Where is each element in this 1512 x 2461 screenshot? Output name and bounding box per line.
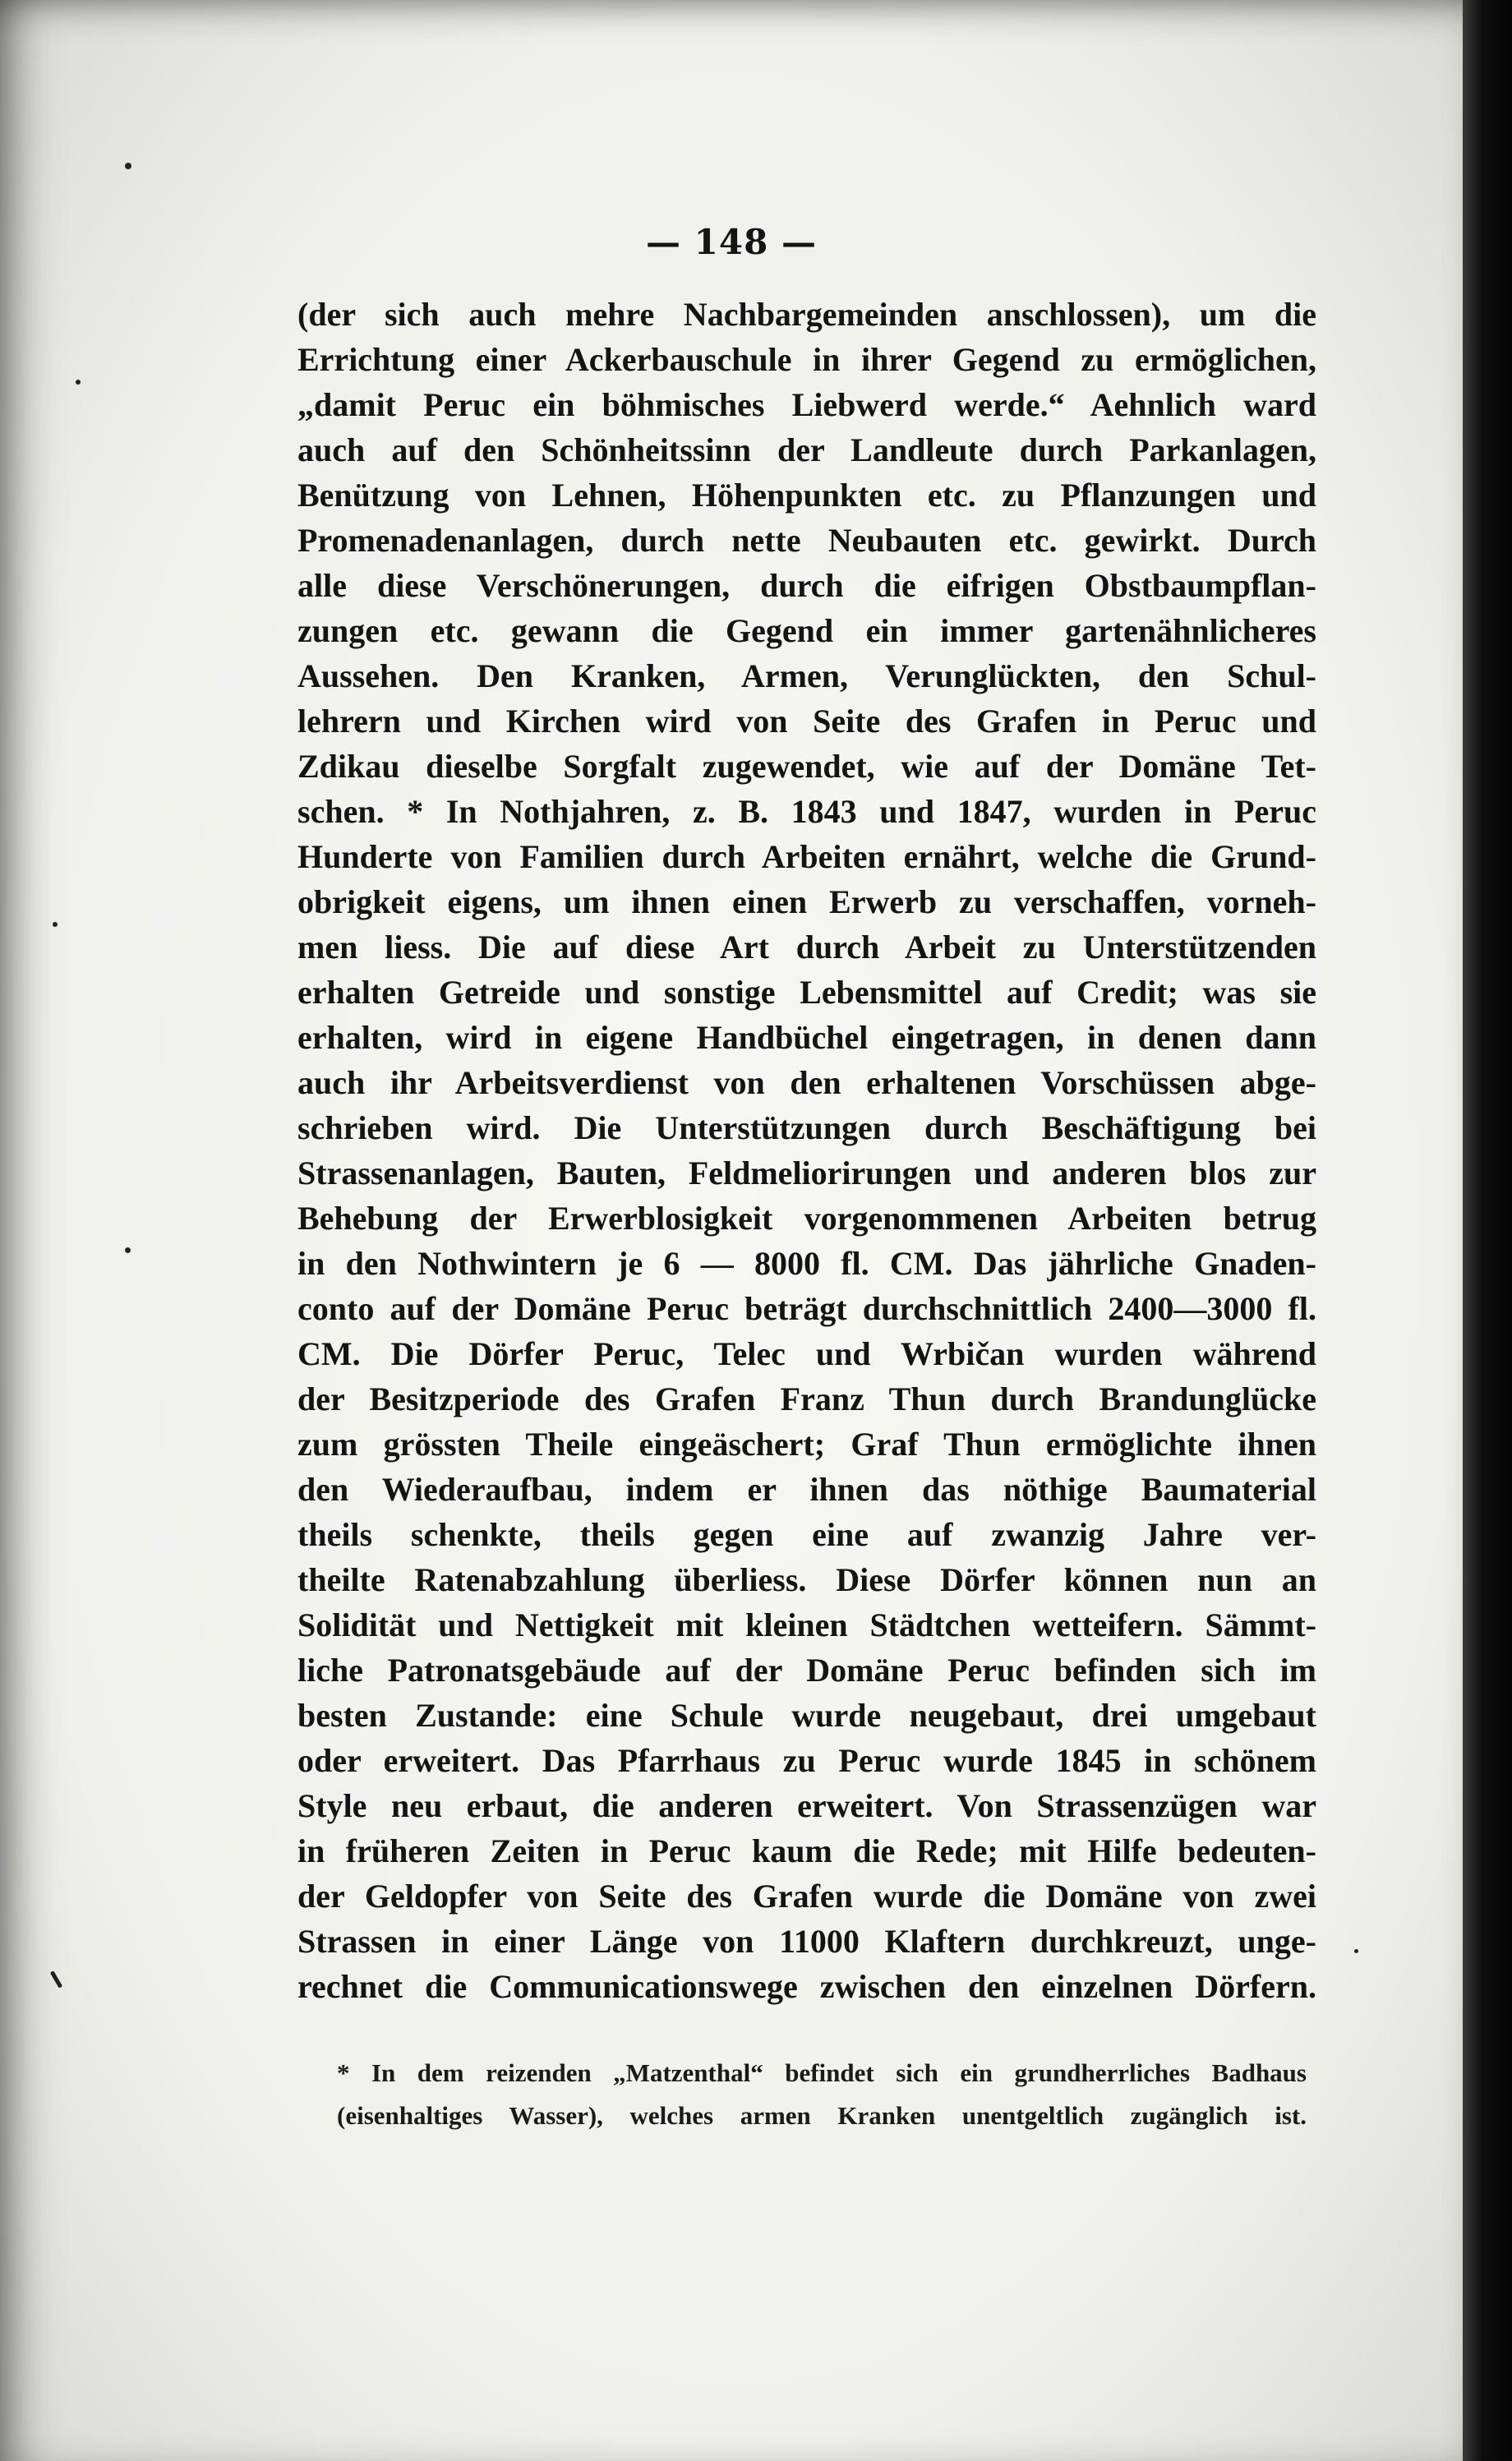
- text-line: (der sich auch mehre Nachbargemeinden anschlossen), um die: [297, 296, 1316, 333]
- text-line: Behebung der Erwerblosigkeit vorgenommenen Arbeiten betrug: [297, 1200, 1316, 1237]
- ink-speck: [50, 1970, 62, 1989]
- ink-speck: [125, 1247, 131, 1253]
- text-line: lehrern und Kirchen wird von Seite des Grafen in Peruc und: [297, 703, 1316, 740]
- text-line: liche Patronatsgebäude auf der Domäne Peruc befinden sich im: [297, 1652, 1316, 1689]
- text-line: Benützung von Lehnen, Höhenpunkten etc. zu Pflanzungen und: [297, 477, 1316, 514]
- text-line: Zdikau dieselbe Sorgfalt zugewendet, wie auf der Domäne Tet-: [297, 748, 1316, 785]
- text-line: schrieben wird. Die Unterstützungen durch Beschäftigung bei: [297, 1109, 1316, 1146]
- body-text: [297, 292, 1316, 2009]
- footnote: [337, 2052, 1307, 2137]
- page-number: — 148 —: [646, 222, 817, 262]
- text-line: zungen etc. gewann die Gegend ein immer gartenähnlicheres: [297, 612, 1316, 649]
- text-line: erhalten, wird in eigene Handbüchel eingetragen, in denen dann: [297, 1019, 1316, 1056]
- ink-speck: [1354, 1949, 1358, 1953]
- text-line: der Besitzperiode des Grafen Franz Thun durch Brandunglücke: [297, 1380, 1316, 1417]
- text-line: theilte Ratenabzahlung überliess. Diese Dörfer können nun an: [297, 1561, 1316, 1598]
- text-line: auch ihr Arbeitsverdienst von den erhaltenen Vorschüssen abge-: [297, 1064, 1316, 1101]
- footnote-line: * In dem reizenden „Matzenthal“ befindet sich ein grundherrliches Badhaus: [337, 2058, 1307, 2087]
- text-line: Strassenanlagen, Bauten, Feldmeliorirungen und anderen blos zur: [297, 1154, 1316, 1191]
- text-line: Strassen in einer Länge von 11000 Klaftern durchkreuzt, unge-: [297, 1923, 1316, 1960]
- ink-speck: [53, 922, 58, 927]
- text-line: besten Zustande: eine Schule wurde neugebaut, drei umgebaut: [297, 1697, 1316, 1734]
- text-line: theils schenkte, theils gegen eine auf zwanzig Jahre ver-: [297, 1516, 1316, 1553]
- text-line: Hunderte von Familien durch Arbeiten ernährt, welche die Grund-: [297, 838, 1316, 875]
- text-line: men liess. Die auf diese Art durch Arbeit zu Unterstützenden: [297, 929, 1316, 966]
- text-line: der Geldopfer von Seite des Grafen wurde die Domäne von zwei: [297, 1878, 1316, 1915]
- text-line: CM. Die Dörfer Peruc, Telec und Wrbičan wurden während: [297, 1335, 1316, 1372]
- text-line: conto auf der Domäne Peruc beträgt durchschnittlich 2400—3000 fl.: [297, 1290, 1316, 1327]
- text-line: zum grössten Theile eingeäschert; Graf Thun ermöglichte ihnen: [297, 1426, 1316, 1463]
- text-line: Aussehen. Den Kranken, Armen, Verunglückten, den Schul-: [297, 657, 1316, 694]
- text-line: obrigkeit eigens, um ihnen einen Erwerb zu verschaffen, vorneh-: [297, 883, 1316, 920]
- scan-edge: [1463, 0, 1512, 2461]
- text-line: den Wiederaufbau, indem er ihnen das nöthige Baumaterial: [297, 1471, 1316, 1508]
- text-line: Solidität und Nettigkeit mit kleinen Städtchen wetteifern. Sämmt-: [297, 1606, 1316, 1643]
- ink-speck: [125, 163, 131, 169]
- text-line: in den Nothwintern je 6 — 8000 fl. CM. Das jährliche Gnaden-: [297, 1245, 1316, 1282]
- text-line: oder erweitert. Das Pfarrhaus zu Peruc wurde 1845 in schönem: [297, 1742, 1316, 1779]
- text-line: auch auf den Schönheitssinn der Landleute durch Parkanlagen,: [297, 431, 1316, 468]
- text-line: alle diese Verschönerungen, durch die eifrigen Obstbaumpflan-: [297, 567, 1316, 604]
- ink-speck: [76, 380, 81, 385]
- text-line: in früheren Zeiten in Peruc kaum die Rede; mit Hilfe bedeuten-: [297, 1832, 1316, 1869]
- text-line: Style neu erbaut, die anderen erweitert. Von Strassenzügen war: [297, 1787, 1316, 1824]
- text-line: Promenadenanlagen, durch nette Neubauten etc. gewirkt. Durch: [297, 522, 1316, 559]
- text-line: „damit Peruc ein böhmisches Liebwerd werde.“ Aehnlich ward: [297, 386, 1316, 423]
- text-line: schen. * In Nothjahren, z. B. 1843 und 1847, wurden in Peruc: [297, 793, 1316, 830]
- text-line: Errichtung einer Ackerbauschule in ihrer Gegend zu ermöglichen,: [297, 341, 1316, 378]
- text-line: rechnet die Communicationswege zwischen den einzelnen Dörfern.: [297, 1968, 1316, 2005]
- text-line: erhalten Getreide und sonstige Lebensmittel auf Credit; was sie: [297, 974, 1316, 1011]
- footnote-line: (eisenhaltiges Wasser), welches armen Kranken unentgeltlich zugänglich ist.: [337, 2101, 1307, 2130]
